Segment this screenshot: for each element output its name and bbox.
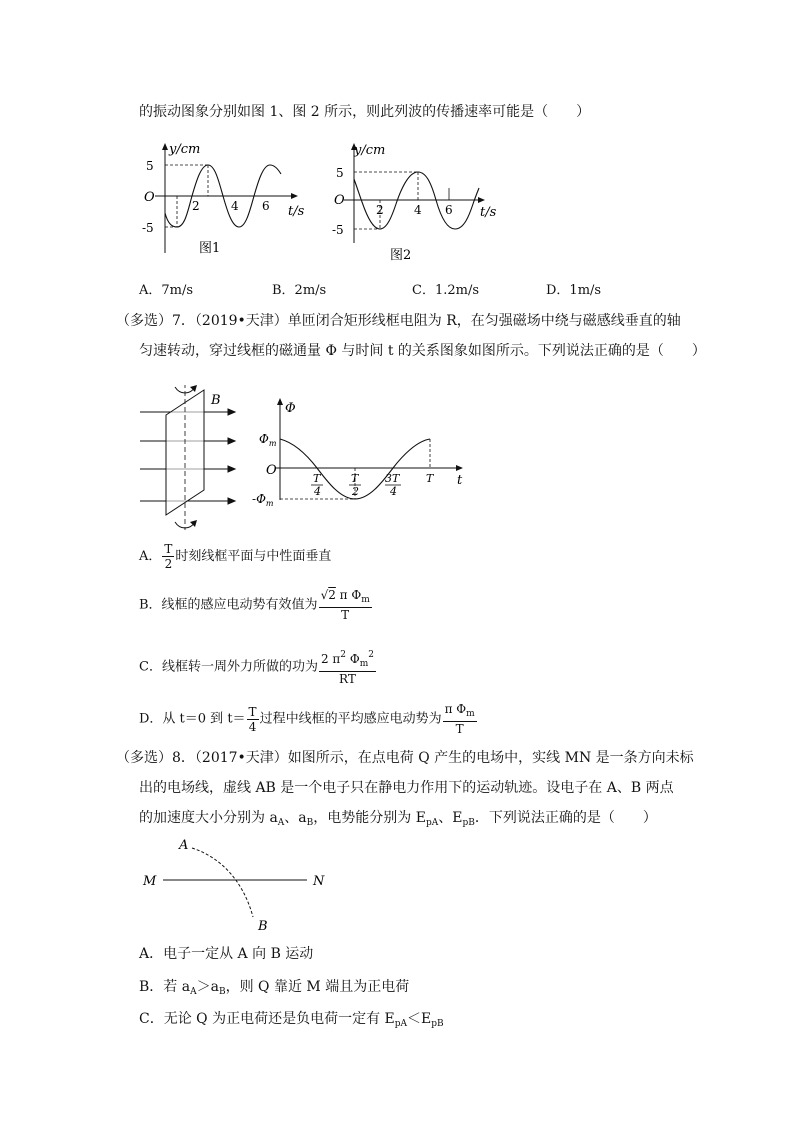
flux-phi-m-label: $\Phi_m$ — [259, 432, 277, 448]
fig1-y-tick-neg5: -5 — [142, 221, 154, 235]
q7-option-c: C．线框转一周外力所做的功为 $\frac{2 \pi^2 \Phi_m^2}{RT}$ — [139, 650, 374, 686]
q7-option-b: B．线框的感应电动势有效值为 $\frac{√2 \pi \Phi_m}{T}$ — [139, 588, 370, 622]
fig1-x-arrow — [291, 193, 298, 199]
q8-stem-line-1: （多选）8．（2017•天津）如图所示，在点电荷 Q 产生的电场中，实线 MN 是一条方向未标 — [116, 750, 694, 766]
fig1-x-tick-6: 6 — [262, 199, 270, 213]
fig2-x-tick-6: 6 — [445, 203, 453, 217]
fig1-x-tick-2: 2 — [192, 199, 200, 213]
field-label-b: B — [211, 393, 221, 408]
q7-figure — [135, 385, 480, 530]
fig1-x-label: t/s — [288, 204, 305, 219]
label-a: A — [179, 838, 189, 853]
svg-text:T: T — [351, 472, 359, 485]
fig2-caption: 图2 — [390, 248, 412, 263]
flux-neg-phi-m-label: $-\Phi_m$ — [252, 492, 274, 508]
tick-t-over-4 — [311, 472, 323, 498]
svg-text:4: 4 — [314, 485, 321, 498]
svg-text:3T: 3T — [385, 472, 400, 485]
flux-t-axis-label: t — [457, 473, 463, 488]
q6-option-a: A．7m/s — [139, 283, 194, 298]
fig1-caption: 图1 — [199, 241, 221, 256]
q6-option-d: D．1m/s — [546, 283, 602, 298]
trajectory-ab — [192, 848, 253, 917]
q7-stem-line-2: 匀速转动，穿过线框的磁通量 Φ 与时间 t 的关系图象如图所示。下列说法正确的是（ ） — [139, 343, 706, 359]
tick-t: T — [426, 472, 434, 485]
q7-option-d: D．从 t＝0 到 t＝ $\frac{T}{4}$ 过程中线框的平均感应电动势为 $\frac{\pi \Phi_m}{T}$ — [139, 702, 475, 736]
fig2-y-label: y/cm — [354, 143, 386, 158]
fig2-y-tick-neg5: -5 — [332, 223, 344, 237]
label-b: B — [258, 919, 268, 934]
q6-figure-1 — [135, 138, 310, 263]
label-n: N — [313, 874, 325, 889]
tick-3t-over-4 — [385, 472, 401, 498]
q8-stem-line-2: 出的电场线，虚线 AB 是一个电子只在静电力作用下的运动轨迹。设电子在 A、B 两点 — [139, 780, 674, 796]
flux-origin: O — [266, 463, 277, 478]
fig2-x-label: t/s — [480, 205, 497, 220]
fig1-y-tick-5: 5 — [146, 159, 154, 173]
fig1-x-tick-4: 4 — [231, 199, 239, 213]
q6-stem: 的振动图象分别如图 1、图 2 所示，则此列波的传播速率可能是（ ） — [139, 104, 591, 120]
fig2-x-tick-2: 2 — [376, 203, 384, 217]
fig1-origin: O — [144, 190, 155, 205]
fig2-y-tick-5: 5 — [336, 166, 344, 180]
fig1-y-arrow — [162, 143, 168, 150]
q6-option-b: B．2m/s — [272, 283, 327, 298]
q8-option-b: B．若 $a_A>a_B$，则 Q 靠近 M 端且为正电荷 — [139, 979, 410, 997]
q6-option-c: C．1.2m/s — [412, 283, 479, 298]
svg-text:4: 4 — [390, 485, 397, 498]
q7-option-a: A． $\frac{T}{2}$ 时刻线框平面与中性面垂直 — [139, 542, 332, 571]
q8-figure — [135, 835, 335, 935]
q8-option-c: C．无论 Q 为正电荷还是负电荷一定有 $E_{pA}<E_{pB}$ — [139, 1011, 444, 1029]
flux-axis-label: Φ — [285, 401, 296, 416]
label-m: M — [143, 874, 157, 889]
svg-text:2: 2 — [352, 485, 359, 498]
tick-t-over-2 — [349, 472, 361, 498]
fig2-origin: O — [334, 193, 345, 208]
q7-stem-line-1: （多选）7．（2019•天津）单匝闭合矩形线框电阻为 R，在匀强磁场中绕与磁感线垂直的轴 — [116, 313, 681, 329]
fig2-x-arrow — [478, 197, 485, 203]
q8-option-a: A．电子一定从 A 向 B 运动 — [139, 946, 314, 962]
fig1-y-label: y/cm — [169, 142, 201, 157]
fig2-x-tick-4: 4 — [414, 203, 422, 217]
svg-text:T: T — [313, 472, 321, 485]
q8-stem-line-3: 的加速度大小分别为 $a_A$、$a_B$，电势能分别为 $E_{pA}$、$E_{pB}$．下列说法正确的是（ ） — [139, 810, 657, 828]
q6-figure-2 — [330, 138, 510, 268]
